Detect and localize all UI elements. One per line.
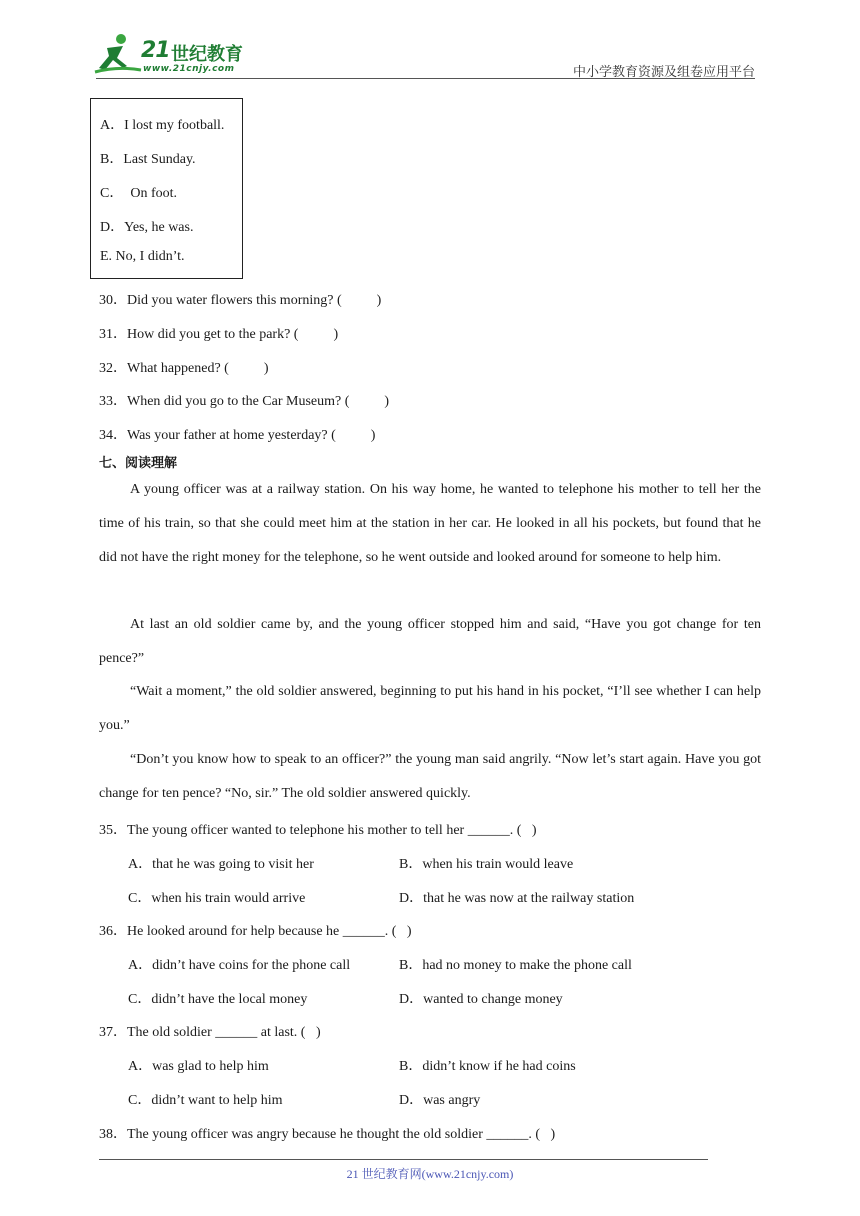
site-logo [93, 32, 263, 78]
question-37: 37．The old soldier ______ at last. ( ) [99, 1025, 321, 1040]
option-e: E. No, I didn’t. [100, 249, 185, 264]
logo-text: 世纪教育 [171, 44, 243, 65]
header-platform-text: 中小学教育资源及组卷应用平台 [572, 64, 755, 79]
q37-option-c: C．didn’t want to help him [128, 1093, 283, 1108]
option-d: D．Yes, he was. [100, 220, 194, 235]
section-title: 七、阅读理解 [99, 456, 178, 471]
question-32: 32．What happened? ( ) [99, 361, 269, 376]
question-36: 36．He looked around for help because he ______. ( ) [99, 924, 412, 939]
q35-option-a: A．that he was going to visit her [128, 857, 314, 872]
option-b: B．Last Sunday. [100, 152, 196, 167]
q37-option-d: D．was angry [399, 1093, 481, 1108]
q36-option-d: D．wanted to change money [399, 992, 563, 1007]
q37-option-b: B．didn’t know if he had coins [399, 1059, 576, 1074]
question-30: 30．Did you water flowers this morning? ( ) [99, 293, 382, 308]
runner-logo-icon [93, 32, 143, 76]
passage-paragraph-3: “Wait a moment,” the old soldier answered, beginning to put his hand in his pocket, “I’ll see whether I can help you.” [99, 684, 761, 733]
q36-option-c: C．didn’t have the local money [128, 992, 308, 1007]
q35-option-c: C．when his train would arrive [128, 891, 306, 906]
q36-option-b: B．had no money to make the phone call [399, 958, 632, 973]
logo-url: www.21cnjy.com [143, 64, 235, 74]
logo-number: 21 [141, 38, 170, 63]
question-33: 33．When did you go to the Car Museum? ( ) [99, 394, 390, 409]
question-34: 34．Was your father at home yesterday? ( ) [99, 428, 376, 443]
passage-paragraph-2: At last an old soldier came by, and the young officer stopped him and said, “Have you got change for ten pence?” [99, 617, 761, 666]
q36-option-a: A．didn’t have coins for the phone call [128, 958, 351, 973]
question-38: 38．The young officer was angry because he thought the old soldier ______. ( ) [99, 1127, 556, 1142]
header-divider [96, 78, 755, 79]
question-35: 35．The young officer wanted to telephone his mother to tell her ______. ( ) [99, 823, 537, 838]
q37-option-a: A．was glad to help him [128, 1059, 269, 1074]
option-c: C． On foot. [100, 186, 177, 201]
q35-option-d: D．that he was now at the railway station [399, 891, 635, 906]
matching-options-box [90, 98, 243, 279]
option-a: A．I lost my football. [100, 118, 225, 133]
footer-link[interactable]: 21 世纪教育网(www.21cnjy.com) [346, 1167, 514, 1181]
passage-paragraph-1: A young officer was at a railway station. On his way home, he wanted to telephone his mother to tell her the time of his train, so that she could meet him at the station in her car. He looked in all his pockets, but found that he did not have the right money for the telephone, so he went outside and looked around for someone to help him. [99, 482, 761, 565]
footer-divider [99, 1159, 708, 1160]
question-31: 31．How did you get to the park? ( ) [99, 327, 339, 342]
q35-option-b: B．when his train would leave [399, 857, 574, 872]
passage-paragraph-4: “Don’t you know how to speak to an officer?” the young man said angrily. “Now let’s start again. Have you got change for ten pence? “No, sir.” The old soldier answered quickly. [99, 752, 761, 801]
